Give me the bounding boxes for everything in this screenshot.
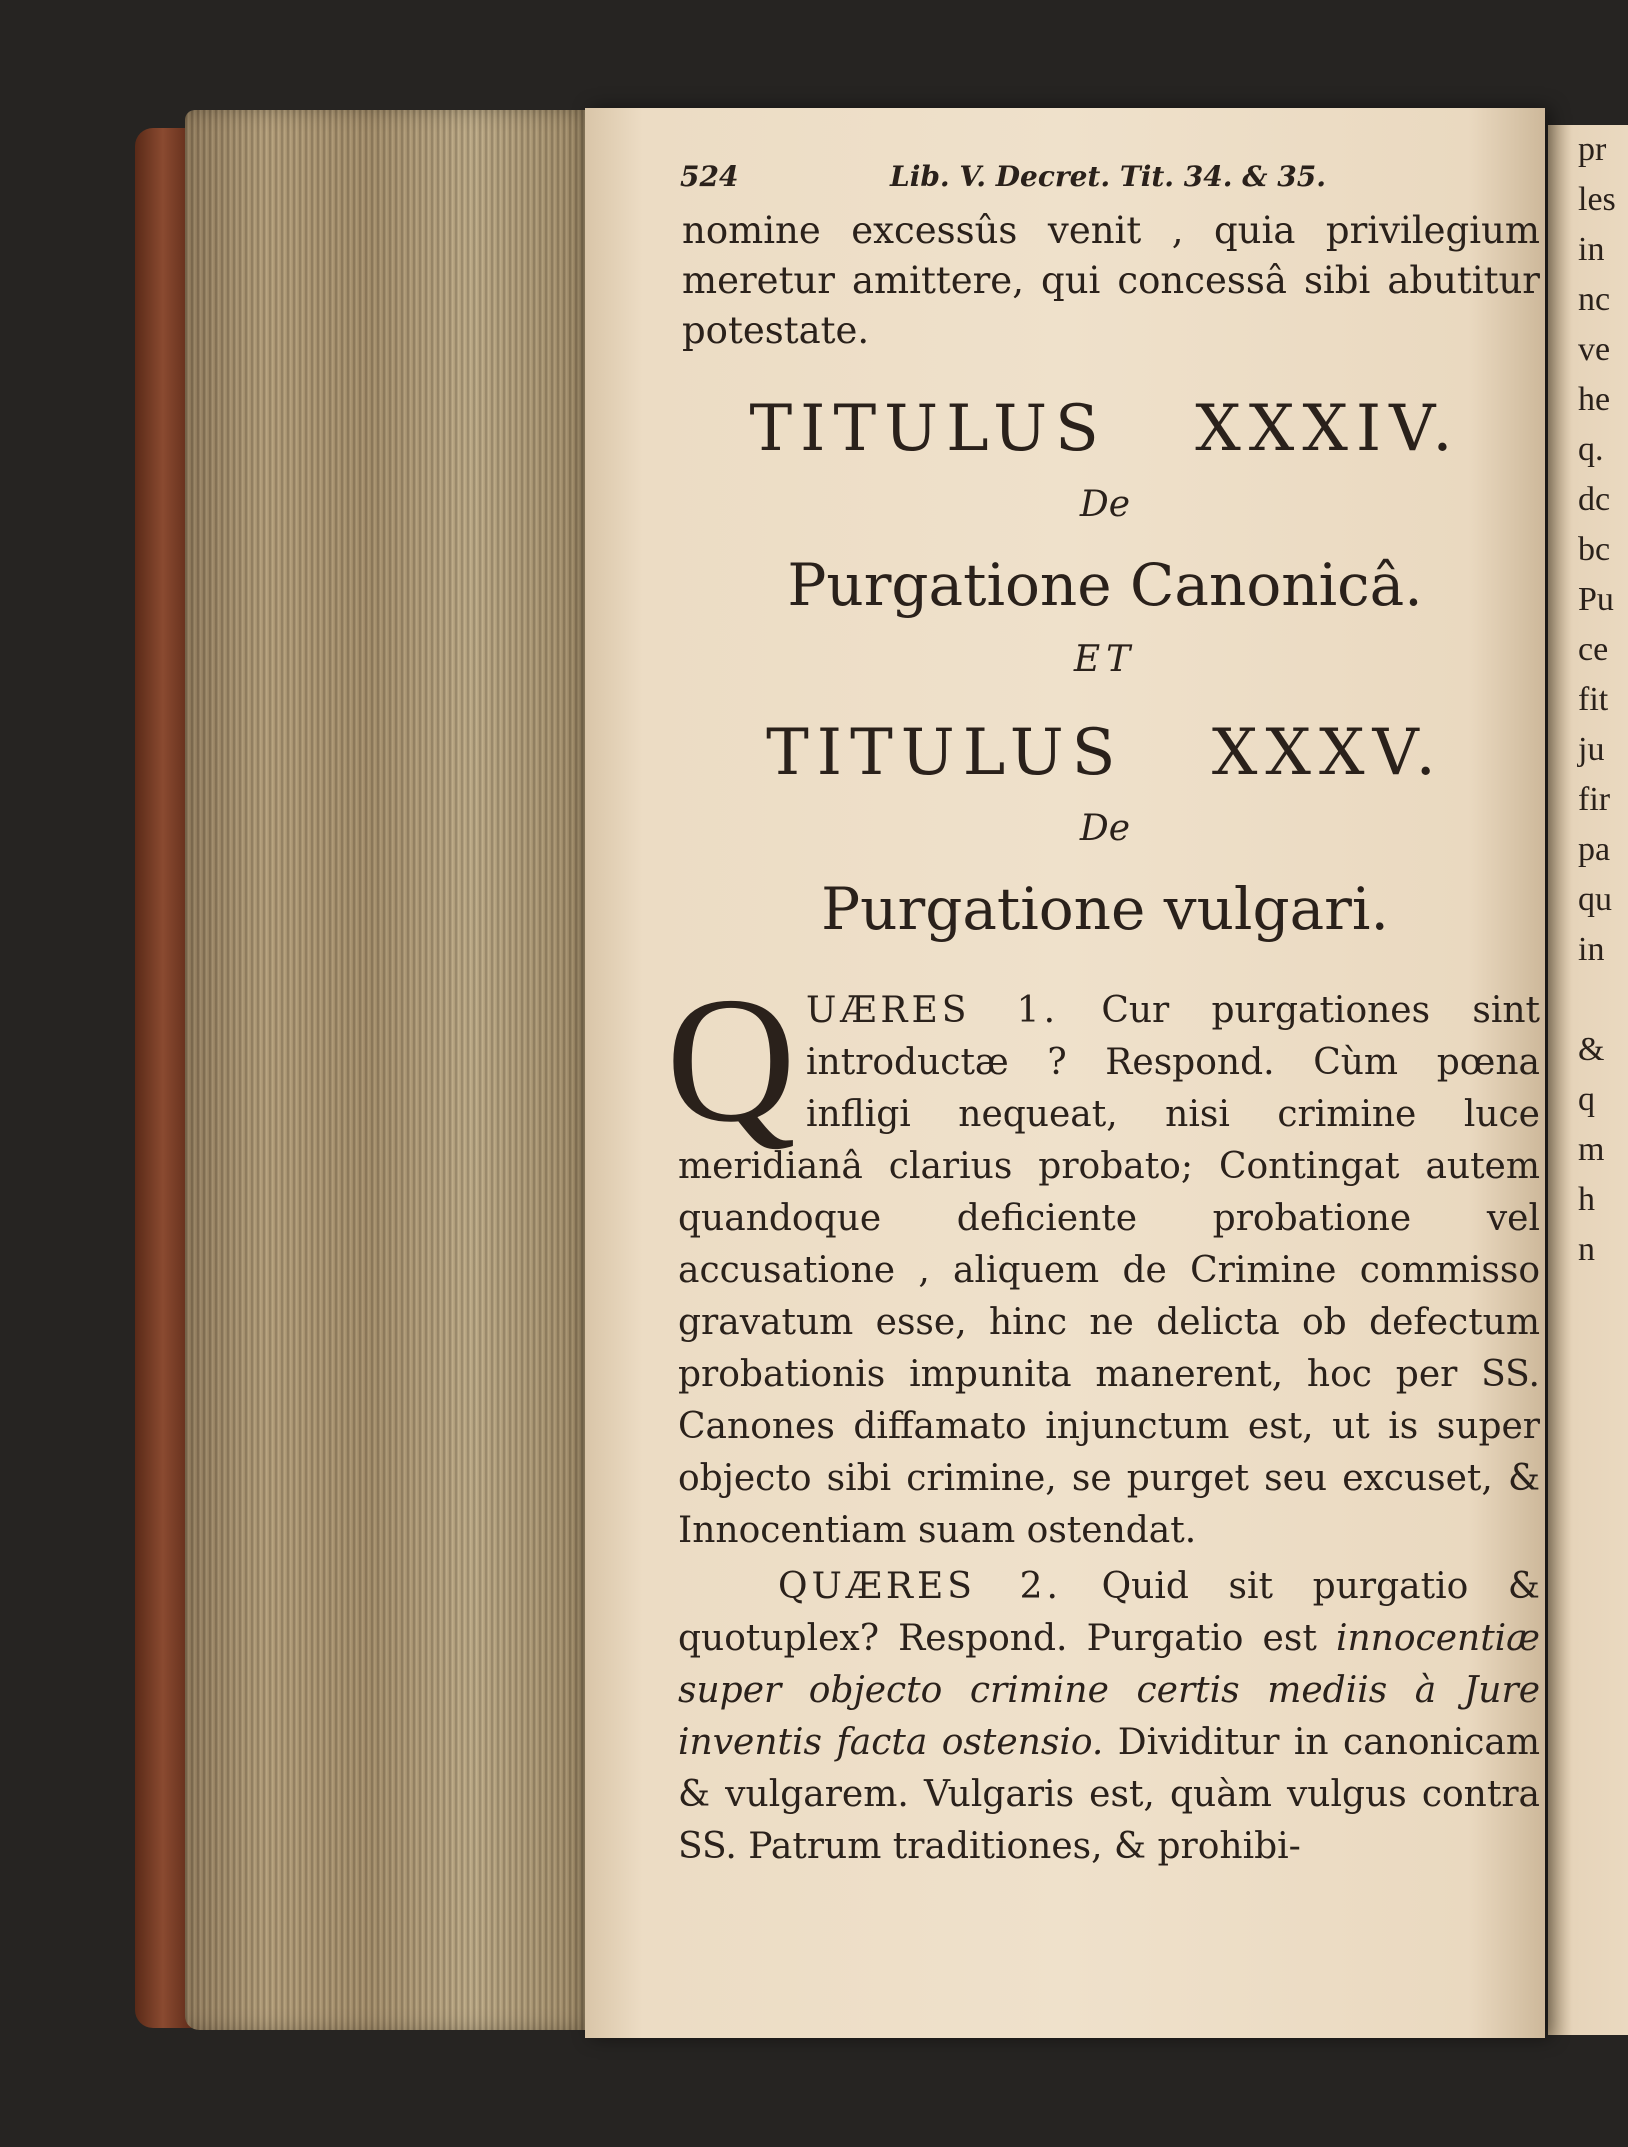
facing-page-fragment: Pu <box>1578 581 1614 618</box>
facing-page-fragment: ve <box>1578 331 1611 368</box>
intro-text: nomine excessûs venit , quia privilegium meretur amittere, qui concessâ sibi abutitur potestate. <box>682 209 1540 352</box>
de-label-1: De <box>1079 484 1131 525</box>
facing-page-fragment: ju <box>1578 731 1605 768</box>
facing-page-fragment: h <box>1578 1181 1595 1218</box>
facing-page-fragment: q <box>1578 1081 1595 1118</box>
question-2-definition: innocentiæ super objecto crimine certis mediis à Jure inventis facta ostensio. <box>678 1618 1541 1763</box>
facing-page-fragment: ce <box>1578 631 1609 668</box>
page-number: 524 <box>680 160 739 193</box>
facing-page-fragment: pa <box>1578 831 1611 868</box>
book-page-edges <box>185 110 595 2030</box>
running-title: Lib. V. Decret. Tit. 34. & 35. <box>890 160 1326 193</box>
subtitle-purgatione-canonica: Purgatione Canonicâ. <box>787 551 1423 619</box>
facing-page-fragment: fit <box>1578 681 1609 718</box>
subtitle-purgatione-vulgari: Purgatione vulgari. <box>821 875 1389 943</box>
facing-page-text-fragments <box>1548 125 1628 1275</box>
question-2-text-a: Quid sit purgatio & quotuplex? Respond. Purgatio est <box>678 1566 1540 1659</box>
question-1 <box>666 960 1540 1557</box>
question-1-label: UÆRES 1. <box>806 990 1060 1031</box>
facing-page-fragment: n <box>1578 1231 1595 1268</box>
title-titulus-35: TITULUS XXXV. <box>766 716 1444 790</box>
page-content <box>666 160 1541 1873</box>
facing-page-fragment <box>1548 975 1628 1025</box>
facing-page-fragment: nc <box>1578 281 1611 318</box>
de-label-2: De <box>1079 808 1131 849</box>
question-1-paragraph <box>678 985 1540 1557</box>
question-2-label: QUÆRES 2. <box>778 1566 1062 1607</box>
facing-page-edge <box>1548 125 1628 2035</box>
facing-page-fragment: q. <box>1578 431 1604 468</box>
facing-page-fragment: qu <box>1578 881 1612 918</box>
facing-page-fragment: bc <box>1578 531 1611 568</box>
drop-capital: Q <box>666 960 796 1159</box>
et-label: ET <box>1073 639 1137 680</box>
facing-page-fragment: he <box>1578 381 1611 418</box>
question-1-text: Cur purgationes sint introductæ ? Respond. Cùm pœna infligi nequeat, nisi crimine luce meridianâ clarius probato; Contingat autem quandoque deficiente probatione vel accusatione , aliquem de Crimine commisso gravatum esse, hinc ne delicta ob defectum probationis impunita manerent, hoc per SS. Canones diffamato injunctum est, ut is super objecto sibi crimine, se purget seu excuset, & Innocentiam suam ostendat. <box>678 990 1540 1551</box>
question-2-paragraph <box>678 1561 1540 1873</box>
facing-page-fragment: dc <box>1578 481 1611 518</box>
running-head <box>670 160 1540 206</box>
facing-page-fragment: fir <box>1578 781 1611 818</box>
facing-page-fragment: & <box>1578 1031 1605 1068</box>
facing-page-fragment: m <box>1578 1131 1605 1168</box>
title-titulus-34: TITULUS XXXIV. <box>749 392 1461 466</box>
facing-page-fragment: in <box>1578 931 1605 968</box>
facing-page-fragment: les <box>1578 181 1616 218</box>
question-2-text-b: Dividitur in canonicam & vulgarem. Vulgaris est, quàm vulgus contra SS. Patrum traditiones, & prohibi- <box>678 1722 1540 1867</box>
facing-page-fragment: in <box>1578 231 1605 268</box>
facing-page-fragment: pr <box>1578 131 1607 168</box>
